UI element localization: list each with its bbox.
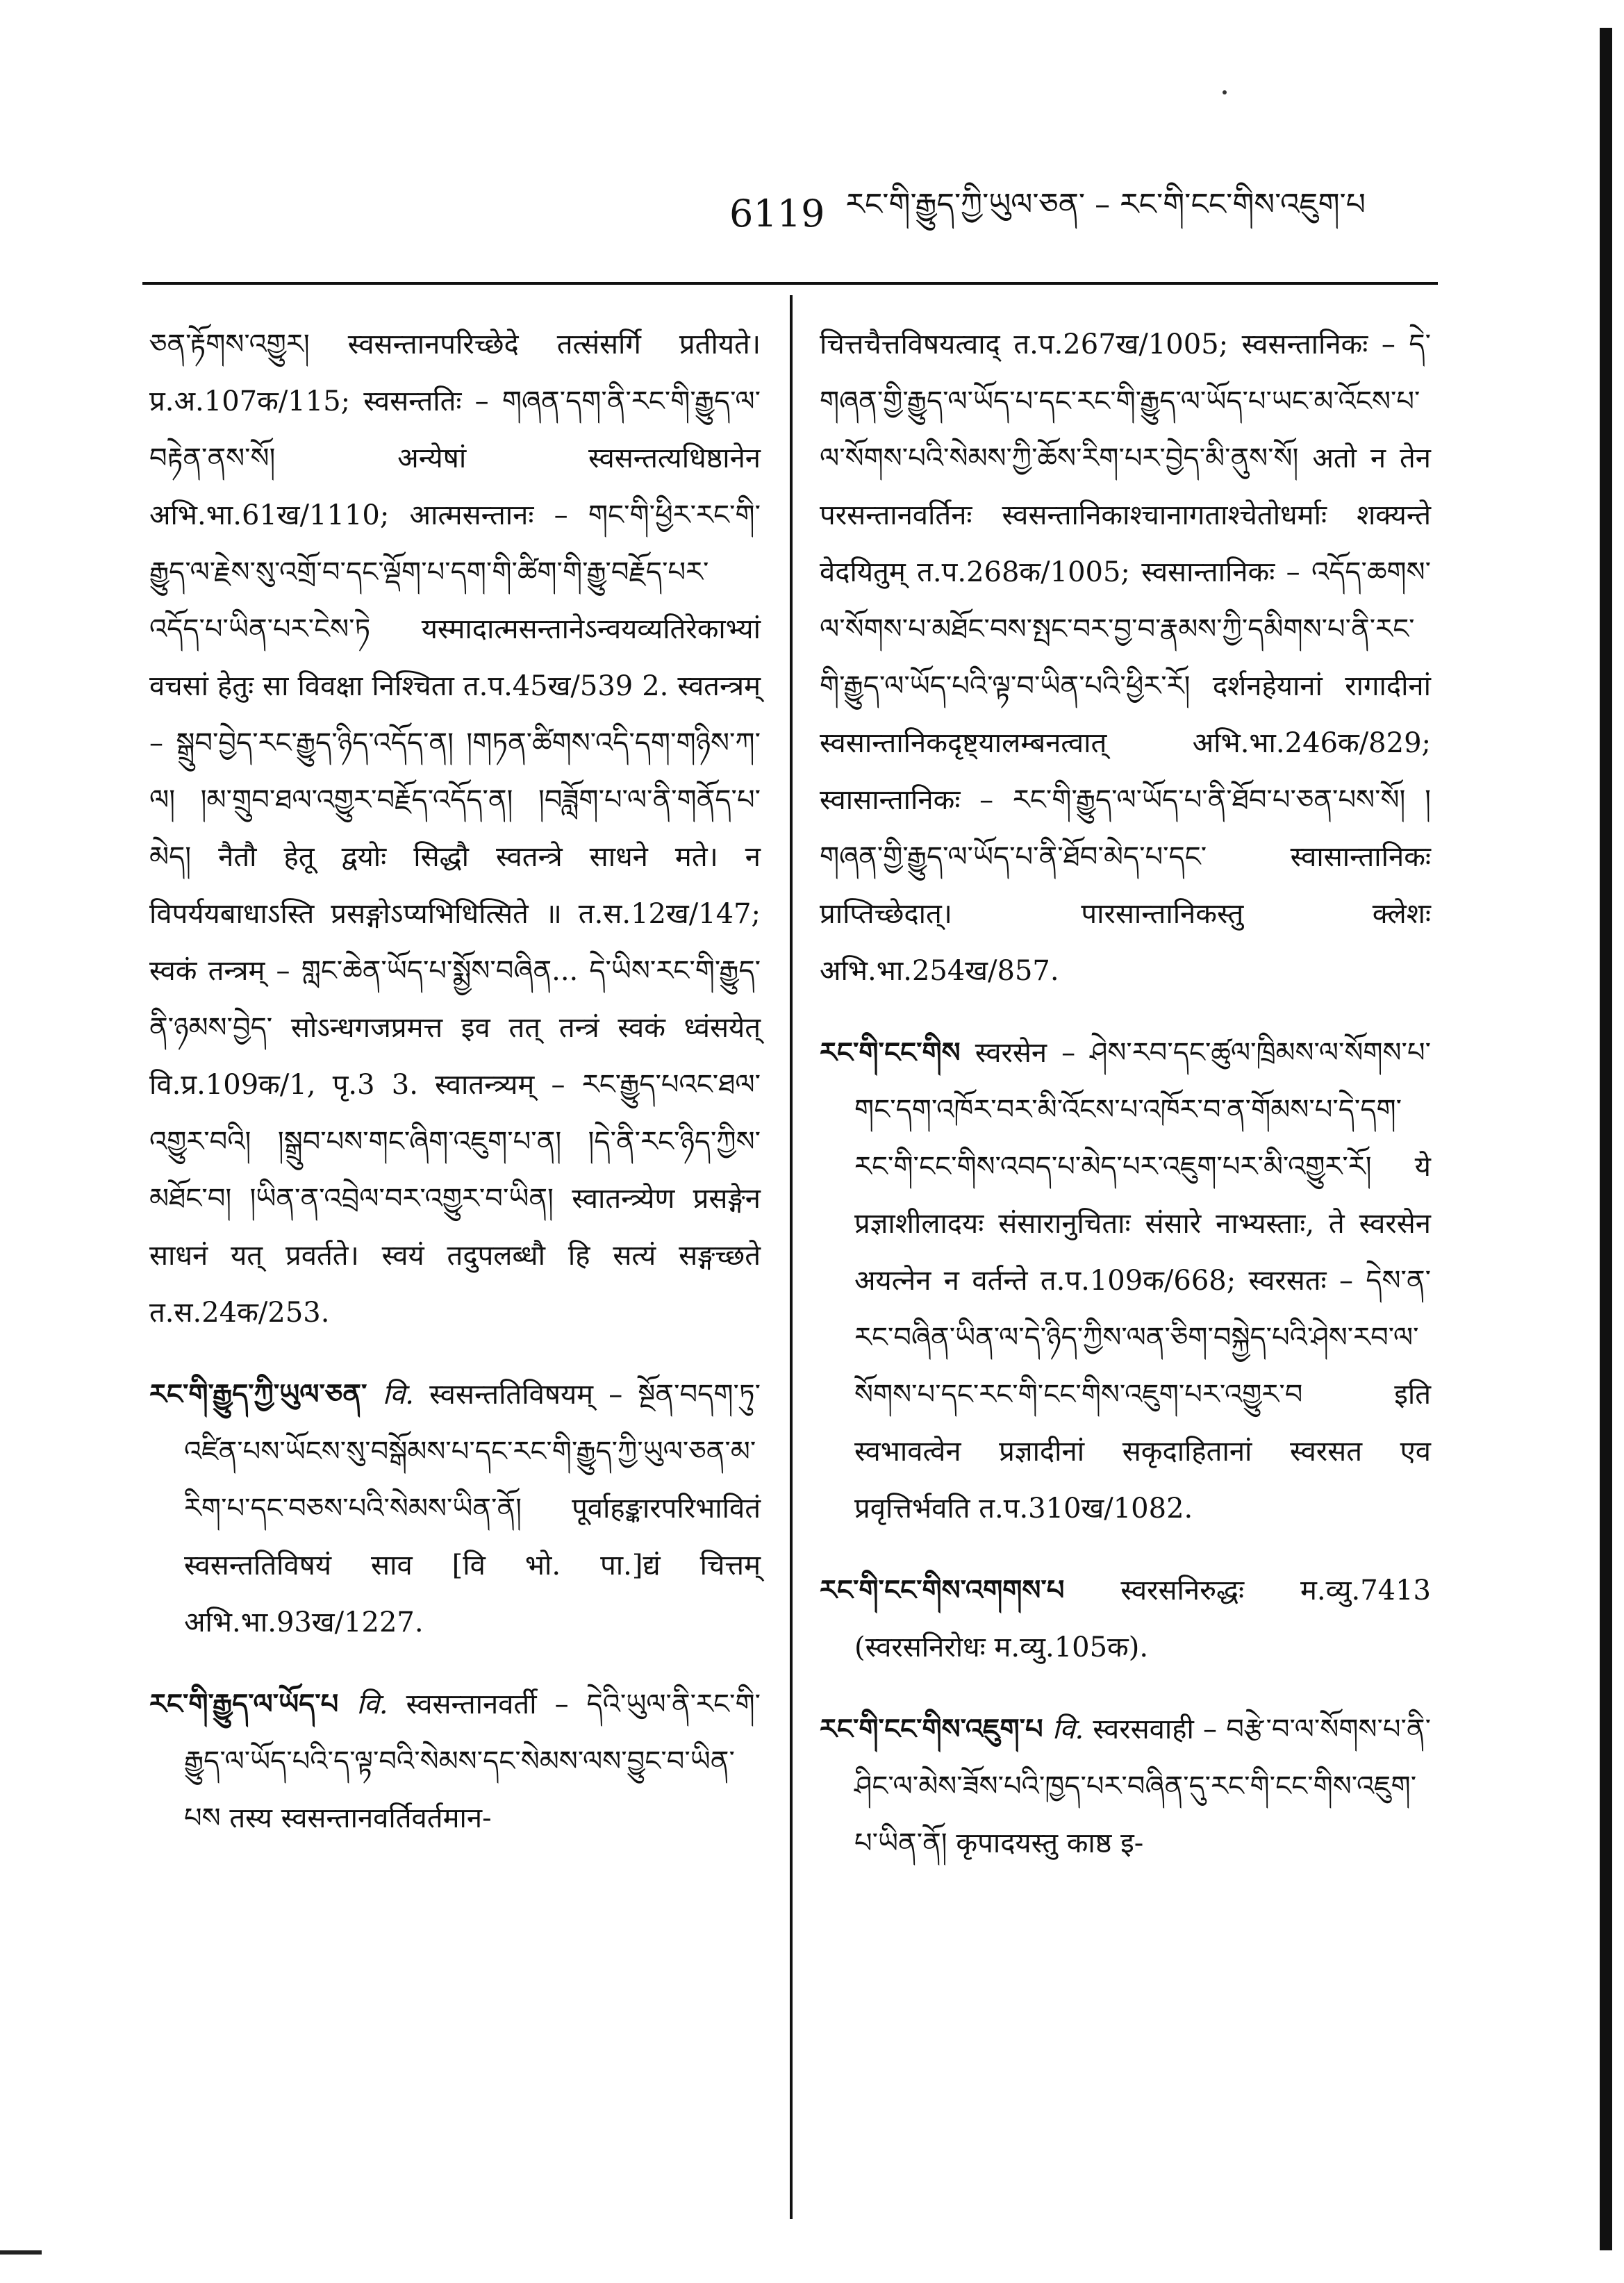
dictionary-entry — [149, 1676, 761, 1847]
header-rule — [142, 282, 1438, 285]
page-header — [729, 182, 1452, 244]
page-edge-bar — [1600, 28, 1612, 2250]
entry-lemma: རང་གི་ངང་གིས — [820, 1036, 961, 1069]
entry-text: स्वरसेन – ཤེས་རབ་དང་ཚུལ་ཁྲིམས་ལ་སོགས་པ་གང་དག་འཁོར་བར་མི་འོངས་པ་འཁོར་བ་ན་གོམས་པ་དེ་དག་རང་གི་ངང་གིས་འབད་པ་མེད་པར་འཇུག་པར་མི་འགྱུར་རོ། ये प्रज्ञाशीलादयः संसारानुचिताः संसारे नाभ्यस्ताः, ते स्वरसेन अयत्नेन न वर्तन्ते त.प.109क/668; स्वरसतः – དེས་ན་རང་བཞིན་ཡིན་ལ་དེ་ཉིད་ཀྱིས་ལན་ཅིག་བསྐྱེད་པའི་ཤེས་རབ་ལ་སོགས་པ་དང་རང་གི་ངང་གིས་འཇུག་པར་འགྱུར་བ इति स्वभावत्वेन प्रज्ञादीनां सकृदाहितानां स्वरसत एव प्रवृत्तिर्भवति त.प.310ख/1082. — [854, 1037, 1431, 1525]
entry-lemma: རང་གི་ངང་གིས་འགགས་པ — [820, 1574, 1065, 1607]
entry-text: स्वरसनिरुद्धः म.व्यु.7413 (स्वरसनिरोधः म.व्यु.105क). — [854, 1575, 1432, 1663]
column-divider — [790, 295, 793, 2219]
entry-text: स्वसन्तानवर्ती – དེའི་ཡུལ་ནི་རང་གི་རྒྱུད་ལ་ཡོད་པའི་ད་ལྟ་བའི་སེམས་དང་སེམས་ལས་བྱུང་བ་ཡིན་པས तस्य स्वसन्तानवर्तिवर्तमान- — [184, 1688, 761, 1834]
page-number: 6119 — [729, 191, 825, 235]
entry-grammar: वि. — [1052, 1713, 1084, 1745]
dictionary-entry — [149, 1366, 761, 1651]
entry-text: स्वसन्ततिविषयम् – སྔོན་བདག་ཏུ་འཛིན་པས་ཡོངས་སུ་བསྒོམས་པ་དང་རང་གི་རྒྱུད་ཀྱི་ཡུལ་ཅན་མ་རིག་པ་དང་བཅས་པའི་སེམས་ཡིན་ནོ། पूर्वाहङ्कारपरिभावितं स्वसन्ततिविषयं साव [वि भो. पा.]द्यं चित्तम् अभि.भा.93ख/1227. — [184, 1379, 761, 1638]
right-column — [820, 316, 1431, 1897]
entry-grammar: वि. — [382, 1379, 414, 1411]
speck — [1223, 90, 1227, 94]
entry-lemma: རང་གི་རྒྱུད་ཀྱི་ཡུལ་ཅན་ — [149, 1378, 367, 1411]
dictionary-entry — [820, 1562, 1431, 1676]
entry-continuation — [820, 316, 1431, 999]
entry-lemma: རང་གི་རྒྱུད་ལ་ཡོད་པ — [149, 1688, 339, 1720]
left-column — [149, 316, 761, 1872]
entry-text: ཅན་རྟོགས་འགྱུར། स्वसन्तानपरिच्छेदे तत्संसर्गि प्रतीयते। प्र.अ.107क/115; स्वसन्ततिः – གཞན་དག་ནི་རང་གི་རྒྱུད་ལ་བརྟེན་ནས་སོ། अन्येषां स्वसन्तत्यधिष्ठानेन अभि.भा.61ख/1110; आत्मसन्तानः – གང་གི་ཕྱིར་རང་གི་རྒྱུད་ལ་རྗེས་སུ་འགྲོ་བ་དང་ལྡོག་པ་དག་གི་ཚིག་གི་རྒྱུ་བརྗོད་པར་འདོད་པ་ཡིན་པར་ངེས་ཏེ यस्मादात्मसन्तानेऽन्वयव्यतिरेकाभ्यां वचसां हेतुः सा विवक्षा निश्चिता त.प.45ख/539 2. स्वतन्त्रम् – སྒྲུབ་བྱེད་རང་རྒྱུད་ཉིད་འདོད་ན། །གཏན་ཚིགས་འདི་དག་གཉིས་ཀ་ལ། །མ་གྲུབ་ཐལ་འགྱུར་བརྗོད་འདོད་ན། །བཟློག་པ་ལ་ནི་གནོད་པ་མེད། नैतौ हेतू द्वयोः सिद्धौ स्वतन्त्रे साधने मते। न विपर्ययबाधाऽस्ति प्रसङ्गोऽप्यभिधित्सिते ॥ त.स.12ख/147; स्वकं तन्त्रम् – གླང་ཆེན་ཡོད་པ་སྨྱོས་བཞིན... དེ་ཡིས་རང་གི་རྒྱུད་ནི་ཉམས་བྱེད་ सोऽन्धगजप्रमत्त इव तत् तन्त्रं स्वकं ध्वंसयेत् वि.प्र.109क/1, पृ.3 3. स्वातन्त्र्यम् – རང་རྒྱུད་པའང་ཐལ་འགྱུར་བའི། །སྒྲུབ་པས་གང་ཞིག་འཇུག་པ་ན། །དེ་ནི་རང་ཉིད་ཀྱིས་མཐོང་བ། །ཡིན་ན་འབྲེལ་བར་འགྱུར་བ་ཡིན། स्वातन्त्र्येण प्रसङ्गेन साधनं यत् प्रवर्तते। स्वयं तदुपलब्धौ हि सत्यं सङ्गच्छते त.स.24क/253. — [149, 329, 761, 1329]
entry-continuation — [149, 316, 761, 1341]
entry-text: स्वरसवाही – བརྩེ་བ་ལ་སོགས་པ་ནི་ཤིང་ལ་མེས་ཟོས་པའི་ཁྱད་པར་བཞིན་དུ་རང་གི་ངང་གིས་འཇུག་པ་ཡིན་ནོ། कृपादयस्तु काष्ठ इ- — [854, 1713, 1432, 1859]
dictionary-entry — [820, 1024, 1431, 1537]
entry-text: चित्तचैत्तविषयत्वाद् त.प.267ख/1005; स्वसन्तानिकः – དེ་གཞན་གྱི་རྒྱུད་ལ་ཡོད་པ་དང་རང་གི་རྒྱུད་ལ་ཡོད་པ་ཡང་མ་འོངས་པ་ལ་སོགས་པའི་སེམས་ཀྱི་ཆོས་རིག་པར་བྱེད་མི་ནུས་སོ། अतो न तेन परसन्तानवर्तिनः स्वसन्तानिकाश्चानागताश्चेतोधर्माः शक्यन्ते वेदयितुम् त.प.268क/1005; स्वसान्तानिकः – འདོད་ཆགས་ལ་སོགས་པ་མཐོང་བས་སྤང་བར་བྱ་བ་རྣམས་ཀྱི་དམིགས་པ་ནི་རང་གི་རྒྱུད་ལ་ཡོད་པའི་ལྟ་བ་ཡིན་པའི་ཕྱིར་རོ། दर्शनहेयानां रागादीनां स्वसान्तानिकदृष्ट्यालम्बनत्वात् अभि.भा.246क/829; स्वासान्तानिकः – རང་གི་རྒྱུད་ལ་ཡོད་པ་ནི་ཐོབ་པ་ཅན་པས་སོ། །གཞན་གྱི་རྒྱུད་ལ་ཡོད་པ་ནི་ཐོབ་མེད་པ་དང་ स्वासान्तानिकः प्राप्तिच्छेदात्। पारसान्तानिकस्तु क्लेशः अभि.भा.254ख/857. — [820, 329, 1431, 987]
running-head: རང་གི་རྒྱུད་ཀྱི་ཡུལ་ཅན་ – རང་གི་ངང་གིས་འཇུག་པ — [845, 187, 1366, 222]
dictionary-entry — [820, 1701, 1431, 1872]
entry-lemma: རང་གི་ངང་གིས་འཇུག་པ — [820, 1713, 1043, 1745]
corner-mark — [0, 2250, 42, 2255]
entry-grammar: वि. — [356, 1688, 388, 1720]
